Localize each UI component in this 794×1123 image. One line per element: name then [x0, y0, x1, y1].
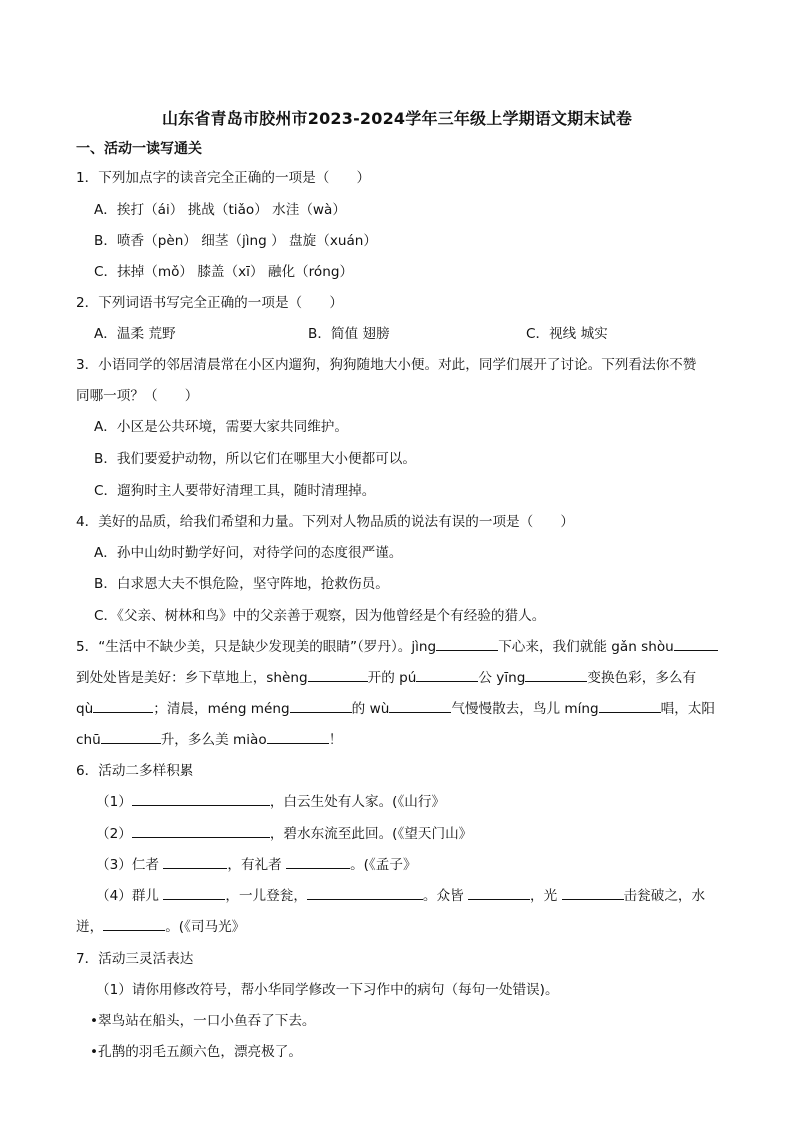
answer-blank[interactable] — [132, 790, 270, 806]
answer-blank[interactable] — [308, 666, 368, 682]
item-text: ，光 — [530, 888, 558, 904]
item-text: 。众皆 — [422, 888, 464, 904]
question-6-item-3 — [96, 853, 417, 873]
section-heading: 一、活动一读写通关 — [76, 141, 202, 157]
question-6-item-2 — [96, 822, 472, 842]
answer-blank[interactable] — [286, 853, 350, 869]
item-text: 击瓮破之，水 — [623, 888, 706, 904]
item-number: （1） — [96, 794, 132, 810]
question-3-option-a: A．小区是公共环境，需要大家共同维护。 — [94, 419, 348, 435]
item-text: ，碧水东流至此回。(《望天门山》 — [269, 826, 473, 842]
question-1-option-a: A．挨打（ái） 挑战（tiǎo） 水洼（wà） — [94, 202, 346, 218]
question-2-option-b: B．简值 翅膀 — [308, 326, 390, 342]
question-5-text: chū — [76, 732, 101, 748]
question-5-text: qù — [76, 701, 94, 717]
answer-blank[interactable] — [307, 884, 423, 900]
question-5-text: ！ — [328, 732, 343, 748]
question-5-line1 — [76, 635, 718, 655]
answer-blank[interactable] — [389, 697, 451, 713]
question-2-options — [94, 322, 714, 342]
question-5-text: 气慢慢散去，鸟儿 míng — [451, 701, 599, 717]
answer-blank[interactable] — [267, 728, 329, 744]
question-5-text: 到处处皆是美好：乡下草地上，shèng — [76, 670, 308, 686]
question-2-option-a: A．温柔 荒野 — [94, 326, 176, 342]
item-text: ，白云生处有人家。(《山行》 — [269, 794, 446, 810]
question-5-text: ；清晨，méng méng — [153, 701, 290, 717]
question-5-text: 唱，太阳 — [660, 701, 716, 717]
answer-blank[interactable] — [132, 822, 270, 838]
answer-blank[interactable] — [468, 884, 530, 900]
answer-blank[interactable] — [93, 697, 153, 713]
question-5-line4 — [76, 728, 342, 748]
question-1-option-b: B．喷香（pèn） 细茎（jìng ） 盘旋（xuán） — [94, 233, 378, 249]
question-4-stem: 4．美好的品质，给我们希望和力量。下列对人物品质的说法有误的一项是（ ） — [76, 514, 575, 530]
answer-blank[interactable] — [562, 884, 624, 900]
item-text: 。(《司马光》 — [165, 919, 246, 935]
question-2-stem: 2．下列词语书写完全正确的一项是（ ） — [76, 295, 343, 311]
answer-blank[interactable] — [163, 884, 225, 900]
question-5-text: 公 yīng — [478, 670, 526, 686]
item-text: ，一儿登瓮， — [225, 888, 307, 904]
answer-blank[interactable] — [674, 635, 718, 651]
question-4-option-b: B．白求恩大夫不惧危险，坚守阵地，抢救伤员。 — [94, 576, 389, 592]
question-5-text: 5．“生活中不缺少美，只是缺少发现美的眼睛”（罗丹）。jìng — [76, 639, 437, 655]
question-2-option-c: C．视线 城实 — [526, 326, 608, 342]
item-number: （2） — [96, 826, 132, 842]
answer-blank[interactable] — [101, 728, 161, 744]
question-7-sentence-1: •翠鸟站在船头，一口小鱼吞了下去。 — [90, 1013, 316, 1029]
question-1-option-c: C．抹掉（mǒ） 膝盖（xī） 融化（róng） — [94, 264, 354, 280]
question-7-sub-1: （1）请你用修改符号，帮小华同学修改一下习作中的病句（每句一处错误)。 — [96, 982, 559, 998]
question-3-stem-line1: 3．小语同学的邻居清晨常在小区内遛狗，狗狗随地大小便。对此，同学们展开了讨论。下列看法你不赞 — [76, 357, 697, 373]
answer-blank[interactable] — [103, 915, 165, 931]
question-1-stem: 1．下列加点字的读音完全正确的一项是（ ） — [76, 170, 371, 186]
question-3-option-b: B．我们要爱护动物，所以它们在哪里大小便都可以。 — [94, 451, 416, 467]
question-5-text: 升，多么美 miào — [160, 732, 267, 748]
question-6-stem: 6．活动二多样积累 — [76, 763, 194, 779]
question-6-item-4 — [96, 884, 705, 904]
answer-blank[interactable] — [599, 697, 661, 713]
item-text: 。(《孟子》 — [350, 857, 417, 873]
item-text: （4）群儿 — [96, 888, 160, 904]
question-6-item-4-cont — [76, 915, 245, 935]
answer-blank[interactable] — [525, 666, 587, 682]
item-text: 迸， — [76, 919, 104, 935]
answer-blank[interactable] — [416, 666, 478, 682]
question-5-line3 — [76, 697, 715, 717]
answer-blank[interactable] — [290, 697, 352, 713]
question-7-sentence-2: •孔鹊的羽毛五颜六色，漂亮极了。 — [90, 1044, 302, 1060]
question-5-text: 的 wù — [351, 701, 390, 717]
item-text: （3）仁者 — [96, 857, 160, 873]
question-3-stem-line2: 同哪一项？（ ） — [76, 388, 199, 404]
question-6-item-1 — [96, 790, 445, 810]
answer-blank[interactable] — [436, 635, 498, 651]
page-title: 山东省青岛市胶州市2023-2024学年三年级上学期语文期末试卷 — [161, 109, 633, 128]
question-5-text: 开的 pú — [367, 670, 417, 686]
answer-blank[interactable] — [163, 853, 227, 869]
question-3-option-c: C．遛狗时主人要带好清理工具，随时清理掉。 — [94, 483, 376, 499]
question-5-line2 — [76, 666, 696, 686]
question-4-option-c: C．《父亲、树林和鸟》中的父亲善于观察，因为他曾经是个有经验的猎人。 — [94, 608, 546, 624]
question-7-stem: 7．活动三灵活表达 — [76, 951, 194, 967]
question-4-option-a: A．孙中山幼时勤学好问，对待学问的态度很严谨。 — [94, 545, 403, 561]
question-5-text: 变换色彩，多么有 — [587, 670, 697, 686]
question-5-text: 下心来，我们就能 gǎn shòu — [498, 639, 674, 655]
item-text: ，有礼者 — [227, 857, 282, 873]
